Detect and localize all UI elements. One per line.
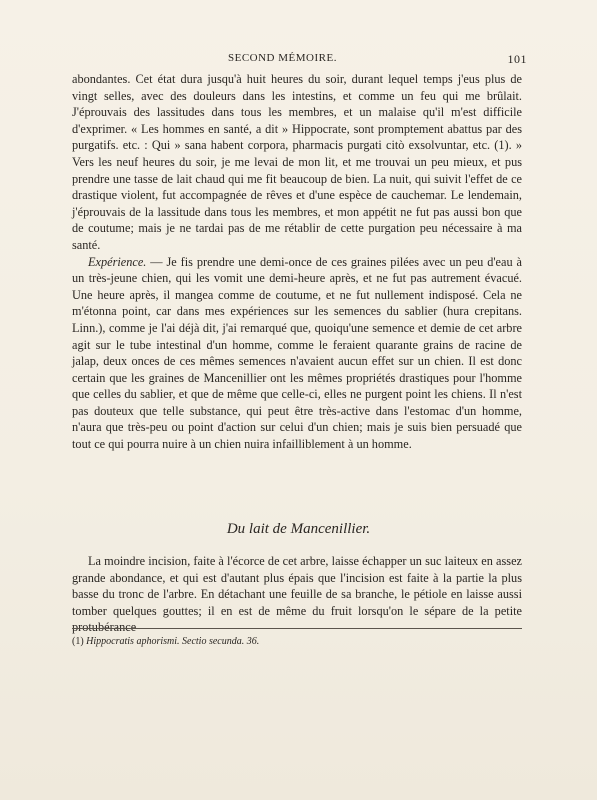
footnote [72,636,259,647]
paragraph-2 [72,254,522,453]
paragraph-2-text: — Je fis prendre une demi-once de ces graines pilées avec un peu d'eau à un très-jeune chien, qui les vomit une demi-heure après, et ne fut pas autrement évacué. Une heure après, il mangea comme de coutume, et ne fut nullement indisposé. Cela ne m'étonna point, car dans mes expériences sur les semences du sablier (hura crepitans. Linn.), comme je l'ai déjà dit, j'ai remarqué que, quoiqu'une semence et demie de cet arbre agit sur le tube intestinal d'un homme, comme le feraient quarante grains de racine de jalap, deux onces de ces mêmes semences n'avaient aucun effet sur un chien. Il est donc certain que les graines de Mancenillier ont les mêmes propriétés drastiques pour l'homme que celles du sablier, et que de même que celle-ci, elles ne purgent point les chiens. Il n'est pas douteux que telle substance, qui peut être très-active dans l'estomac d'un homme, n'aura que très-peu ou point d'action sur celui d'un chien; mais je suis bien persuadé que tout ce qui pourra nuire à un chien nuira infailliblement à un homme. [72,254,522,452]
footnote-number: (1) [72,636,84,647]
footnote-rule [72,628,522,629]
page-number: 101 [507,52,527,66]
section-title: Du lait de Mancenillier. [226,521,371,537]
section-paragraph: La moindre incision, faite à l'écorce de cet arbre, laisse échapper un suc laiteux en assez grande abondance, et qui est d'autant plus épais que l'incision est faite à la partie la plus basse du tronc de l'arbre. En détachant une feuille de sa branche, le pétiole en laisse aussi tomber quelques gouttes; il en est de même du fruit lorsqu'on le sépare de la petite protubérance [72,554,522,635]
body-text [72,71,522,453]
section-text [72,553,522,636]
footnote-text: Hippocratis aphorismi. Sectio secunda. 36. [86,636,260,647]
paragraph-2-lead: Expérience. [88,254,147,269]
running-head: SECOND MÉMOIRE. [228,52,337,64]
paragraph-1: abondantes. Cet état dura jusqu'à huit heures du soir, durant lequel temps j'eus plus de vingt selles, avec des douleurs dans les intestins, et comme un feu qui me brûlait. J'éprouvais des lassitudes dans tous les membres, et un malaise qu'il m'est difficile d'exprimer. « Les hommes en santé, a dit » Hippocrate, sont promptement abattus par des purgatifs. etc. : Qui » sana habent corpora, pharmacis purgati citò exsolvuntar, etc. (1). » Vers les neuf heures du soir, je me levai de mon lit, et me trouvai un peu mieux, et pus prendre une tasse de lait chaud qui me fit beaucoup de bien. La nuit, qui suivit l'effet de ce drastique violent, fut accompagnée de rêves et d'une espèce de cauchemar. Le lendemain, j'éprouvais de la lassitude dans tous les membres, et mon appétit ne fut pas aussi bon que de coutume; mais je ne tardai pas de me rétablir de cette purgation peu nécessaire à ma santé. [72,72,522,252]
